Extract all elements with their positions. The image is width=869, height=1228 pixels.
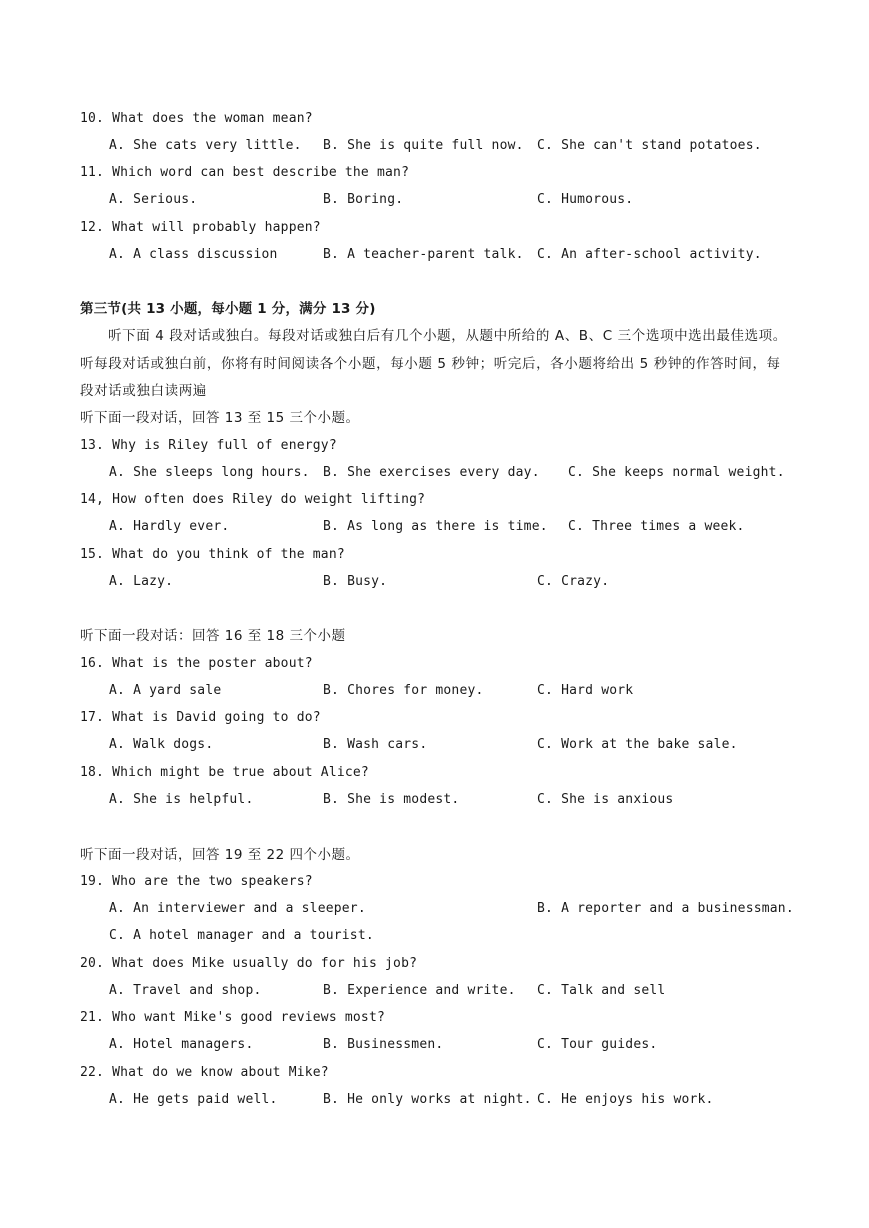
- section-heading: 第三节(共 13 小题，每小题 1 分，满分 13 分): [80, 301, 376, 317]
- question-15-option-b: B. Busy.: [323, 574, 388, 589]
- question-16-option-c: C. Hard work: [537, 683, 634, 698]
- question-17-option-c: C. Work at the bake sale.: [537, 737, 738, 752]
- question-16-stem: 16. What is the poster about?: [80, 656, 313, 671]
- question-17-stem: 17. What is David going to do?: [80, 710, 321, 725]
- question-18-option-b: B. She is modest.: [323, 792, 460, 807]
- question-14-option-a: A. Hardly ever.: [109, 519, 230, 534]
- question-10-option-c: C. She can't stand potatoes.: [537, 138, 762, 153]
- question-10-option-a: A. She cats very little.: [109, 138, 302, 153]
- question-11-stem: 11. Which word can best describe the man?: [80, 165, 410, 180]
- question-22-option-b: B. He only works at night.: [323, 1092, 532, 1107]
- question-16-option-a: A. A yard sale: [109, 683, 222, 698]
- question-22-stem: 22. What do we know about Mike?: [80, 1065, 329, 1080]
- question-11-option-c: C. Humorous.: [537, 192, 634, 207]
- question-20-option-c: C. Talk and sell: [537, 983, 666, 998]
- question-15-option-c: C. Crazy.: [537, 574, 610, 589]
- question-13-option-a: A. She sleeps long hours.: [109, 465, 310, 480]
- question-21-stem: 21. Who want Mike's good reviews most?: [80, 1010, 386, 1025]
- question-10-stem: 10. What does the woman mean?: [80, 111, 313, 126]
- question-19-option-a: A. An interviewer and a sleeper.: [109, 901, 366, 916]
- question-22-option-c: C. He enjoys his work.: [537, 1092, 714, 1107]
- question-12-option-c: C. An after-school activity.: [537, 247, 762, 262]
- question-12-option-b: B. A teacher-parent talk.: [323, 247, 524, 262]
- question-21-option-a: A. Hotel managers.: [109, 1037, 254, 1052]
- question-21-option-c: C. Tour guides.: [537, 1037, 658, 1052]
- question-14-option-c: C. Three times a week.: [568, 519, 745, 534]
- question-14-option-b: B. As long as there is time.: [323, 519, 548, 534]
- question-18-option-c: C. She is anxious: [537, 792, 674, 807]
- question-16-option-b: B. Chores for money.: [323, 683, 484, 698]
- question-13-stem: 13. Why is Riley full of energy?: [80, 438, 337, 453]
- question-15-option-a: A. Lazy.: [109, 574, 174, 589]
- group-1-intro: 听下面一段对话，回答 13 至 15 三个小题。: [80, 410, 360, 426]
- question-20-option-b: B. Experience and write.: [323, 983, 516, 998]
- question-19-option-b: B. A reporter and a businessman.: [537, 901, 794, 916]
- group-3-intro: 听下面一段对话，回答 19 至 22 四个小题。: [80, 847, 360, 863]
- group-2-intro: 听下面一段对话：回答 16 至 18 三个小题: [80, 628, 346, 644]
- question-12-stem: 12. What will probably happen?: [80, 220, 321, 235]
- question-11-option-b: B. Boring.: [323, 192, 404, 207]
- question-10-option-b: B. She is quite full now.: [323, 138, 524, 153]
- section-instructions: 听下面 4 段对话或独白。每段对话或独白后有几个小题，从题中所给的 A、B、C 三个选项中选出最佳选项。听每段对话或独白前，你将有时间阅读各个小题，每小题 5 秒钟；听完后，各小题将给出 5 秒钟的作答时间，每段对话或独白读两遍: [80, 328, 787, 399]
- question-17-option-a: A. Walk dogs.: [109, 737, 214, 752]
- question-14-stem: 14, How often does Riley do weight lifting?: [80, 492, 426, 507]
- question-18-option-a: A. She is helpful.: [109, 792, 254, 807]
- question-11-option-a: A. Serious.: [109, 192, 198, 207]
- question-20-option-a: A. Travel and shop.: [109, 983, 262, 998]
- question-15-stem: 15. What do you think of the man?: [80, 547, 345, 562]
- question-20-stem: 20. What does Mike usually do for his job?: [80, 956, 418, 971]
- question-21-option-b: B. Businessmen.: [323, 1037, 444, 1052]
- question-22-option-a: A. He gets paid well.: [109, 1092, 278, 1107]
- question-12-option-a: A. A class discussion: [109, 247, 278, 262]
- question-13-option-c: C. She keeps normal weight.: [568, 465, 785, 480]
- question-19-option-c: C. A hotel manager and a tourist.: [109, 928, 374, 943]
- question-17-option-b: B. Wash cars.: [323, 737, 428, 752]
- question-19-stem: 19. Who are the two speakers?: [80, 874, 313, 889]
- question-18-stem: 18. Which might be true about Alice?: [80, 765, 369, 780]
- question-13-option-b: B. She exercises every day.: [323, 465, 540, 480]
